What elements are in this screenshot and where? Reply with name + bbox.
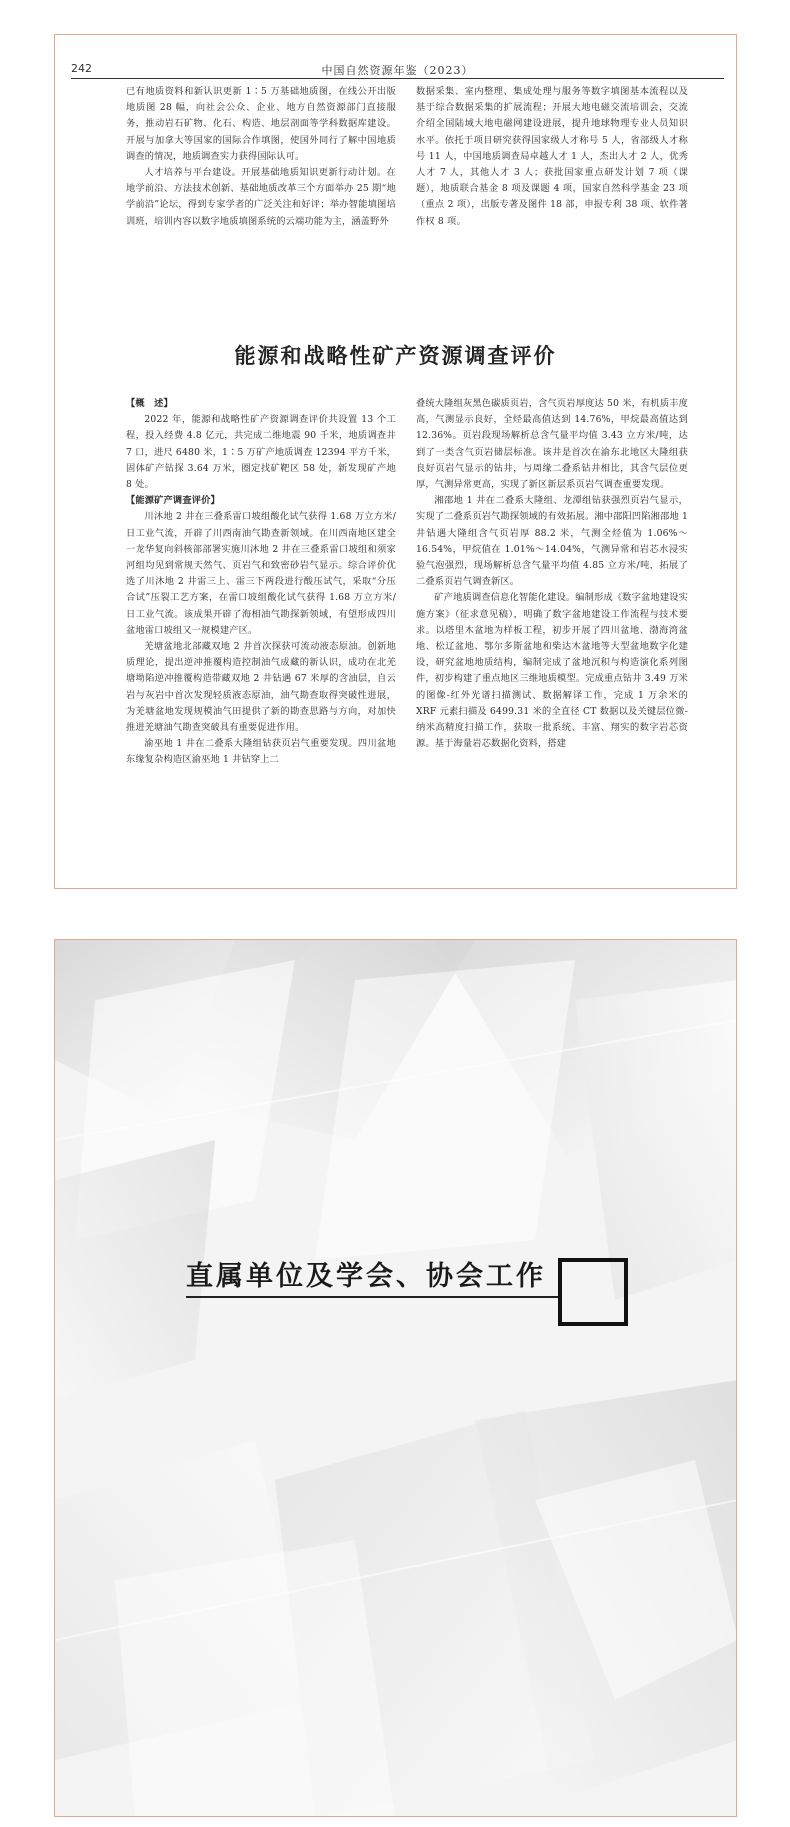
paragraph: 叠统大隆组灰黑色碳质页岩，含气页岩厚度达 50 米，有机质丰度高，气测显示良好，全烃最高值达到 14.76%，甲烷最高值达到 12.36%。页岩段现场解析总含气量平均值 3.43 立方米/吨，达到了一类含气页岩储层标准。该井是首次在渝东北地区大隆组获良好页岩气显示的钻井，与周缘二叠系钻井相比，其含气层位更厚，气测异常更高，实现了新区新层系页岩气调查重要发现。 <box>416 398 688 491</box>
paragraph: 渝巫地 1 井在二叠系大隆组钻获页岩气重要发现。四川盆地东缘复杂构造区渝巫地 1 井钻穿上二 <box>126 738 396 766</box>
chapter-title-underline <box>186 1296 558 1298</box>
paragraph: 川沐地 2 井在三叠系雷口坡组酸化试气获得 1.68 万立方米/日工业气流，开辟了川西南油气勘查新领域。在川西南地区建全一龙华复向斜核部部署实施川沐地 2 井在三叠系雷口坡组和须家河组均见到常规天然气、页岩气和致密砂岩气显示。综合评价优选了川沐地 2 井雷三上、雷三下两段进行酸压试气，采取“分压合试”压裂工艺方案，在雷口坡组酸化试气获得 1.68 万立方米/日工业气流。该成果开辟了海相油气勘探新领域，有望形成四川盆地雷口坡组又一规模建产区。 <box>126 511 396 636</box>
top-right-column <box>416 84 688 230</box>
running-head <box>71 60 724 79</box>
overview-heading: 【概 述】 <box>126 398 173 409</box>
bottom-right-column <box>416 396 688 752</box>
energy-heading: 【能源矿产调查评价】 <box>126 495 220 507</box>
decorative-background <box>55 940 737 1817</box>
page-number: 242 <box>71 62 92 75</box>
paragraph: 2022 年，能源和战略性矿产资源调查评价共设置 13 个工程，投入经费 4.8 亿元，共完成二维地震 90 千米，地质调查井 7 口，进尺 6480 米，1∶5 万矿产地质调查 12394 平方千米，固体矿产钻探 3.64 万米，圈定找矿靶区 58 处，新发现矿产地 8 处。 <box>126 414 396 491</box>
section-title: 能源和战略性矿产资源调查评价 <box>234 344 557 368</box>
paragraph: 矿产地质调查信息化智能化建设。编制形成《数字盆地建设实施方案》（征求意见稿），明确了数字盆地建设工作流程与技术要求。以塔里木盆地为样板工程，初步开展了四川盆地、渤海湾盆地、松辽盆地、鄂尔多斯盆地和柴达木盆地等大型盆地数字化建设，研究盆地地质结构，编制完成了盆地沉积与构造演化系列图件，初步构建了重点地区三维地质模型。完成重点钻井 3.49 万米的图像-红外光谱扫描测试、数据解译工作，完成 1 万余米的 XRF 元素扫描及 6499.31 米的全直径 CT 数据以及关键层位微-纳米高精度扫描工作，获取一批系统、丰富、翔实的数字岩芯资源。基于海量岩芯数据化资料，搭建 <box>416 592 688 750</box>
top-left-column <box>126 84 396 230</box>
chapter-divider-page <box>54 939 737 1817</box>
chapter-title: 直属单位及学会、协会工作 <box>186 1261 546 1292</box>
paragraph: 数据采集、室内整理、集成处理与服务等数字填图基本流程以及基于综合数据采集的扩展流程；开展大地电磁交流培训会，交流介绍全国陆域大地电磁网建设进展，提升地球物理专业人员知识水平。依托于项目研究获得国家级人才称号 5 人，省部级人才称号 11 人，中国地质调查局卓越人才 1 人，杰出人才 2 人，优秀人才 7 人，其他人才 3 人；获批国家重点研发计划 7 项（课题），地质联合基金 8 项及课题 4 项，国家自然科学基金 23 项（重点 2 项），出版专著及图件 18 部，申报专利 38 项、软件著作权 8 项。 <box>416 86 688 227</box>
yearbook-title: 中国自然资源年鉴（2023） <box>321 64 474 77</box>
bottom-left-column <box>126 396 396 769</box>
paragraph: 羌塘盆地北部藏双地 2 井首次探获可流动液态原油。创新地质理论，提出逆冲推覆构造控制油气成藏的新认识，成功在北羌塘坳陷逆冲推覆构造带藏双地 2 井钻遇 67 米厚的含油层，自云岩与灰岩中首次发现轻质液态原油，油气勘查取得突破性进展，为羌塘盆地发现规模油气田提供了新的勘查思路与方向，对加快推进羌塘油气勘查突破具有重要促进作用。 <box>126 641 396 734</box>
paragraph: 人才培养与平台建设。开展基础地质知识更新行动计划。在地学前沿、方法技术创新、基础地质改革三个方面举办 25 期“地学前沿”论坛，得到专家学者的广泛关注和好评；举办智能填图培训班，培训内容以数字地质填图系统的云端功能为主，涵盖野外 <box>126 167 396 227</box>
paragraph: 湘邵地 1 井在二叠系大隆组、龙潭组钻获强烈页岩气显示，实现了二叠系页岩气勘探领域的有效拓展。湘中邵阳凹陷湘邵地 1 井钻遇大隆组含气页岩厚 88.2 米，气测全烃值为 1.06%～16.54%，甲烷值在 1.01%～14.04%，气测异常和岩芯水浸实验气泡强烈，现场解析总含气量平均值 4.85 立方米/吨，拓展了二叠系页岩气调查新区。 <box>416 495 689 588</box>
paragraph: 已有地质资料和新认识更新 1∶5 万基础地质图，在线公开出版地质图 28 幅，向社会公众、企业、地方自然资源部门直接服务，推动岩石矿物、化石、构造、地层剖面等学科数据库建设。开展与加拿大等国家的国际合作填图，使国外同行了解中国地质调查的情况，地质调查实力获得国际认可。 <box>126 86 396 162</box>
